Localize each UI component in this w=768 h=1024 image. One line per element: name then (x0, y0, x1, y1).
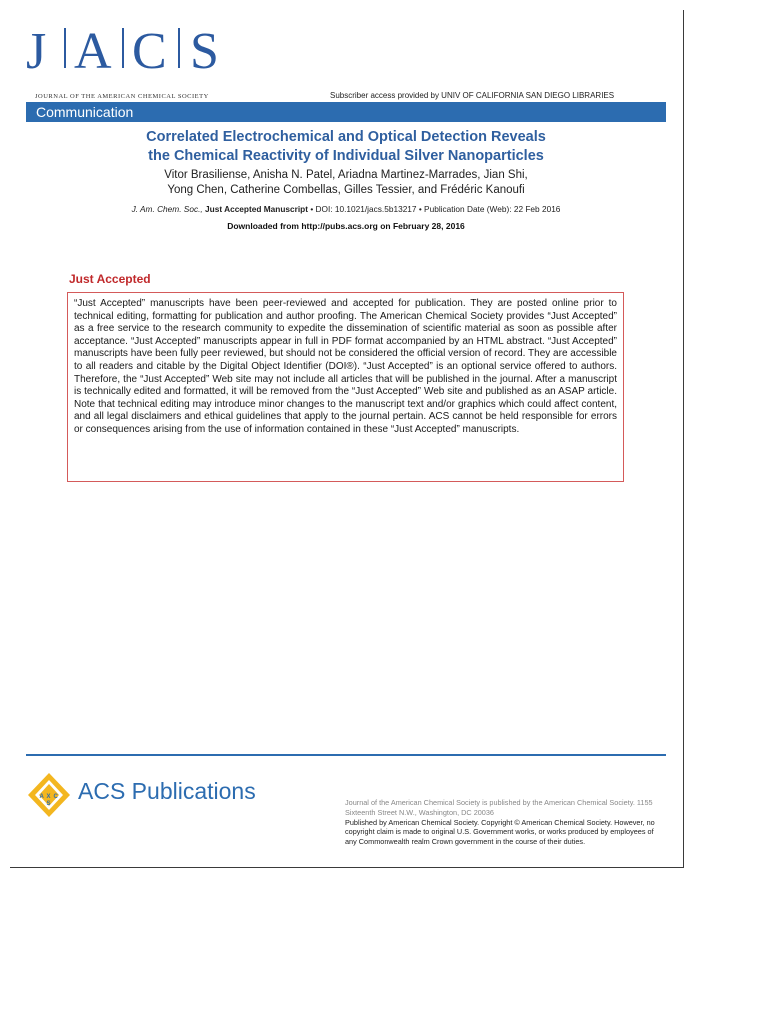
subscriber-access-note: Subscriber access provided by UNIV OF CALIFORNIA SAN DIEGO LIBRARIES (330, 91, 615, 100)
just-accepted-box (67, 292, 624, 482)
citation-status: Just Accepted Manuscript (205, 204, 308, 214)
article-title (26, 128, 666, 166)
badge-letter-s: S (46, 801, 51, 807)
badge-letter-a: A (39, 794, 44, 800)
logo-letter-j: J (26, 23, 47, 74)
footer-divider (26, 754, 666, 756)
authors-line-2: Yong Chen, Catherine Combellas, Gilles Tessier, and Frédéric Kanoufi (167, 184, 525, 196)
jacs-logo (26, 22, 241, 100)
just-accepted-heading: Just Accepted (69, 272, 151, 286)
logo-letter-s: S (190, 23, 219, 74)
logo-letter-c: C (132, 23, 167, 74)
jacs-logo-letters (26, 22, 241, 74)
badge-letter-x: X (46, 794, 51, 800)
footer-publisher-note (345, 798, 667, 847)
citation-journal: J. Am. Chem. Soc., (131, 204, 203, 214)
citation-line (26, 204, 666, 214)
just-accepted-body: “Just Accepted” manuscripts have been peer-reviewed and accepted for publication. They are posted online prior to technical editing, formatting for publication and author proofing. The American Chemical Society provides “Just Accepted” as a free service to the research community to expedite the dissemination of scientific material as soon as possible after acceptance. “Just Accepted” manuscripts appear in full in PDF format accompanied by an HTML abstract. “Just Accepted” manuscripts have been fully peer reviewed, but should not be considered the official version of record. They are accessible to all readers and citable by the Digital Object Identifier (DOI®). “Just Accepted” is an optional service offered to authors. Therefore, the “Just Accepted” Web site may not include all articles that will be published in the journal. After a manuscript is technically edited and formatted, it will be removed from the “Just Accepted” Web site and published as an ASAP article. Note that technical editing may introduce minor changes to the manuscript text and/or graphics which could affect content, and all legal disclaimers and ethical guidelines that apply to the journal pertain. ACS cannot be held responsible for errors or consequences arising from the use of information contained in these “Just Accepted” manuscripts. (74, 298, 617, 435)
section-label: Communication (36, 104, 134, 120)
logo-subtitle: JOURNAL OF THE AMERICAN CHEMICAL SOCIETY (35, 93, 209, 100)
title-line-1: Correlated Electrochemical and Optical Detection Reveals (146, 129, 546, 145)
page-edge-right (683, 10, 684, 868)
acs-hexagon-logo-icon (26, 772, 72, 818)
title-line-2: the Chemical Reactivity of Individual Silver Nanoparticles (148, 148, 544, 164)
page-edge-bottom (10, 867, 684, 868)
badge-letter-c: C (53, 794, 58, 800)
footer-note-publisher: Journal of the American Chemical Society is published by the American Chemical Society. 1155 Sixteenth Street N.W., Washington, DC 20036 (345, 798, 653, 817)
download-note: Downloaded from http://pubs.acs.org on February 28, 2016 (227, 221, 465, 231)
author-list (26, 168, 666, 198)
authors-line-1: Vitor Brasiliense, Anisha N. Patel, Ariadna Martinez-Marrades, Jian Shi, (164, 169, 528, 181)
logo-letter-a: A (74, 23, 112, 74)
citation-doi-date: • DOI: 10.1021/jacs.5b13217 • Publication Date (Web): 22 Feb 2016 (310, 204, 561, 214)
acs-publications-logo-text: ACS Publications (78, 778, 256, 804)
footer-note-copyright: Published by American Chemical Society. Copyright © American Chemical Society. However, no copyright claim is made to original U.S. Government works, or works produced by employees of any Commonwealth realm Crown government in the course of their duties. (345, 817, 655, 847)
section-bar (26, 102, 666, 122)
